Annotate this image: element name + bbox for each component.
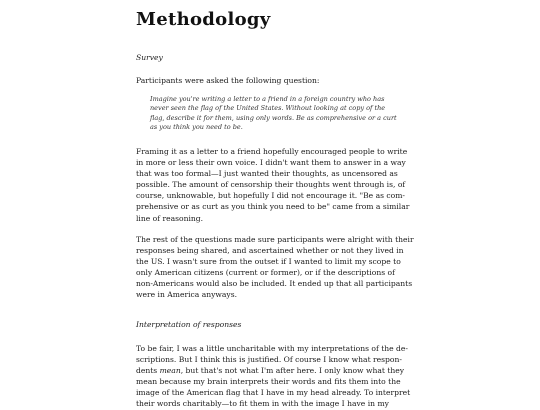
quote-line: never seen the flag of the United States. Without looking at copy of the (150, 104, 386, 113)
text-line: were in America anyways. (136, 290, 238, 300)
text-line: course, unknowable, but hopefully I did not encourage it. "Be as com- (136, 191, 405, 201)
survey-question-blockquote (150, 95, 400, 133)
text-line: The rest of the questions made sure participants were alright with their (136, 235, 414, 244)
survey-intro (136, 75, 412, 86)
text-line: Participants were asked the following question: (136, 76, 320, 85)
text-line: in more or less their own voice. I didn't want them to answer in a way (136, 158, 406, 168)
text-line: their words charitably—to fit them in with the image I have in my (136, 399, 389, 409)
text-line: only American citizens (current or former), or if the descriptions of (136, 268, 395, 278)
section-heading-survey: Survey (136, 53, 163, 62)
text-run: , but that's not what I'm after here. I only know what they (180, 366, 405, 376)
text-line: non-Americans would also be included. It ended up that all participants (136, 279, 413, 289)
text-line: To be fair, I was a little uncharitable with my interpretations of the de- (136, 344, 408, 353)
section-heading-interpretation: Interpretation of responses (136, 320, 242, 329)
text-line: possible. The amount of censorship their thoughts went through is, of (136, 180, 406, 190)
survey-paragraph-framing (136, 146, 412, 224)
text-line: that was too formal—I just wanted their thoughts, as uncensored as (136, 169, 398, 179)
interpretation-paragraph (136, 343, 412, 410)
emphasis-mean: mean (159, 366, 181, 376)
text-line (136, 365, 412, 376)
quote-line: as you think you need to be. (150, 123, 243, 132)
quote-line: Imagine you're writing a letter to a friend in a foreign country who has (150, 95, 385, 103)
text-line: mean because my brain interprets their words and fits them into the (136, 377, 401, 387)
text-line: responses being shared, and ascertained whether or not they lived in (136, 246, 404, 256)
text-run: dents (136, 366, 160, 376)
survey-paragraph-questions (136, 234, 412, 301)
text-line: prehensive or as curt as you think you need to be" came from a similar (136, 202, 410, 212)
text-line: line of reasoning. (136, 213, 204, 223)
page-title: Methodology (136, 9, 271, 30)
text-line: the US. I wasn't sure from the outset if I wanted to limit my scope to (136, 257, 401, 267)
text-line: scriptions. But I think this is justified. Of course I know what respon- (136, 355, 402, 365)
text-line: Framing it as a letter to a friend hopefully encouraged people to write (136, 147, 408, 156)
quote-line: flag, describe it for them, using only words. Be as comprehensive or a curt (150, 113, 397, 122)
text-line: image of the American flag that I have in my head already. To interpret (136, 388, 411, 398)
